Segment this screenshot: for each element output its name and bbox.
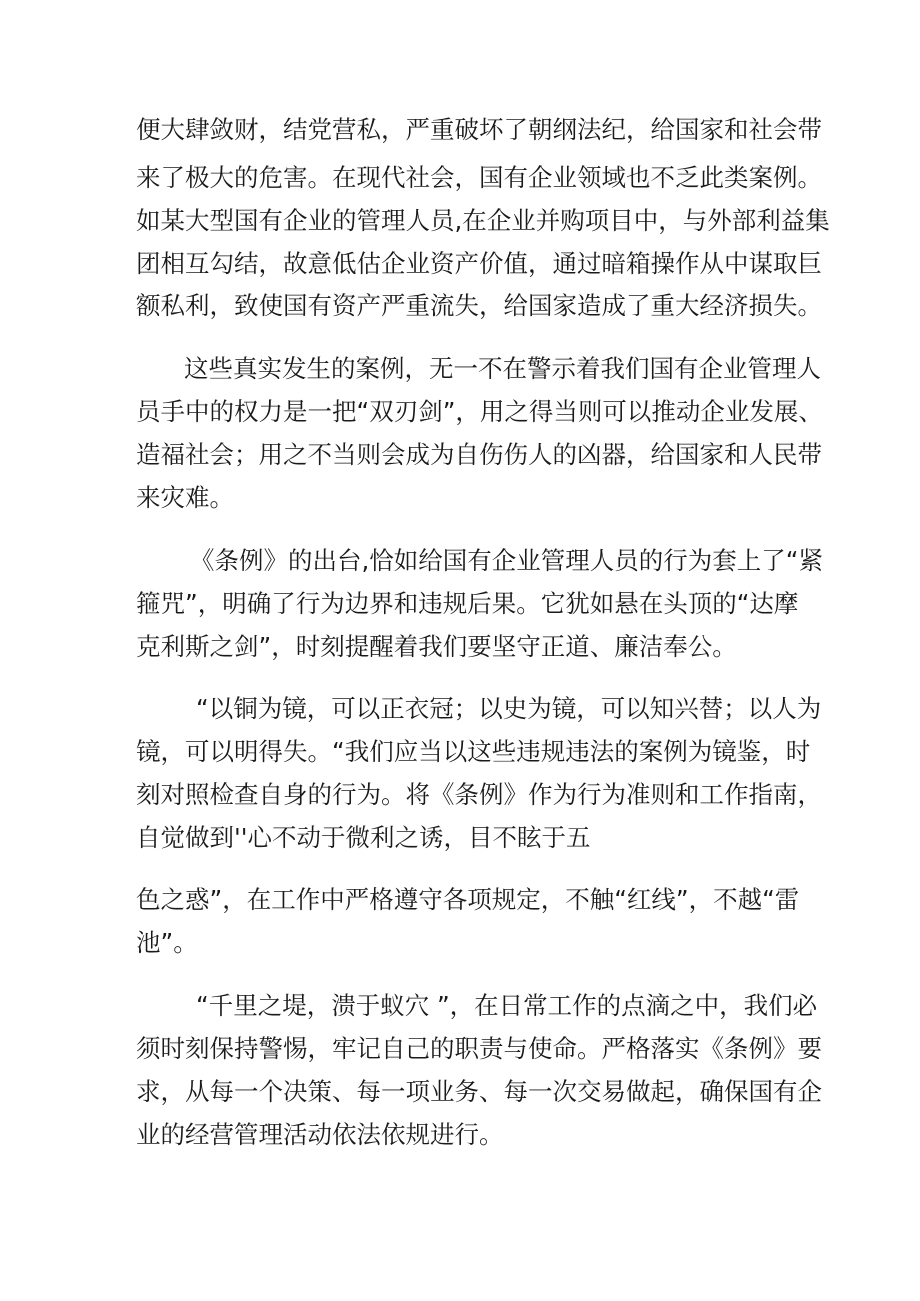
paragraph-4-line-4: 自觉做到''心不动于微利之诱，目不眩于五	[136, 823, 591, 852]
paragraph-3-line-2: 箍咒”，明确了行为边界和违规后果。它犹如悬在头顶的“达摩	[136, 589, 799, 618]
paragraph-1-line-2: 来了极大的危害。在现代社会，国有企业领域也不乏此类案例。	[136, 163, 822, 192]
paragraph-3-line-3: 克利斯之剑”，时刻提醒着我们要坚守正道、廉洁奉公。	[136, 632, 737, 661]
paragraph-6-line-3: 求，从每一个决策、每一项业务、每一次交易做起，确保国有企	[136, 1077, 822, 1106]
paragraph-6-line-4: 业的经营管理活动依法依规进行。	[136, 1120, 504, 1149]
paragraph-6-line-2: 须时刻保持警惕，牢记自己的职责与使命。严格落实《条例》要	[136, 1034, 822, 1063]
paragraph-2-line-2: 员手中的权力是一把“双刃剑”，用之得当则可以推动企业发展、	[136, 397, 823, 426]
paragraph-4-line-1: “以铜为镜，可以正衣冠；以史为镜，可以知兴替；以人为	[196, 694, 822, 723]
paragraph-5-line-1: 色之惑”，在工作中严格遵守各项规定，不触“红线”，不越“雷	[136, 885, 800, 914]
paragraph-6-line-1: “千里之堤，溃于蚁穴 ”，在日常工作的点滴之中，我们必	[196, 991, 818, 1020]
paragraph-1-line-5: 额私利，致使国有资产严重流失，给国家造成了重大经济损失。	[136, 291, 822, 320]
paragraph-2-line-1: 这些真实发生的案例，无一不在警示着我们国有企业管理人	[184, 354, 821, 383]
paragraph-4-line-2: 镜，可以明得失。“我们应当以这些违规违法的案例为镜鉴，时	[136, 737, 811, 766]
paragraph-3-line-1: 《条例》的出台,恰如给国有企业管理人员的行为套上了“紧	[190, 546, 823, 575]
paragraph-5-line-2: 池”。	[136, 928, 198, 957]
paragraph-1-line-4: 团相互勾结，故意低估企业资产价值，通过暗箱操作从中谋取巨	[136, 249, 822, 278]
paragraph-4-line-3: 刻对照检查自身的行为。将《条例》作为行为准则和工作指南，	[136, 780, 822, 809]
paragraph-2-line-3: 造福社会；用之不当则会成为自伤伤人的凶器，给国家和人民带	[136, 440, 822, 469]
paragraph-2-line-4: 来灾难。	[136, 483, 234, 512]
paragraph-1-line-3: 如某大型国有企业的管理人员,在企业并购项目中，与外部利益集	[136, 206, 830, 235]
paragraph-1-line-1: 便大肆敛财，结党营私，严重破坏了朝纲法纪，给国家和社会带	[136, 115, 822, 144]
